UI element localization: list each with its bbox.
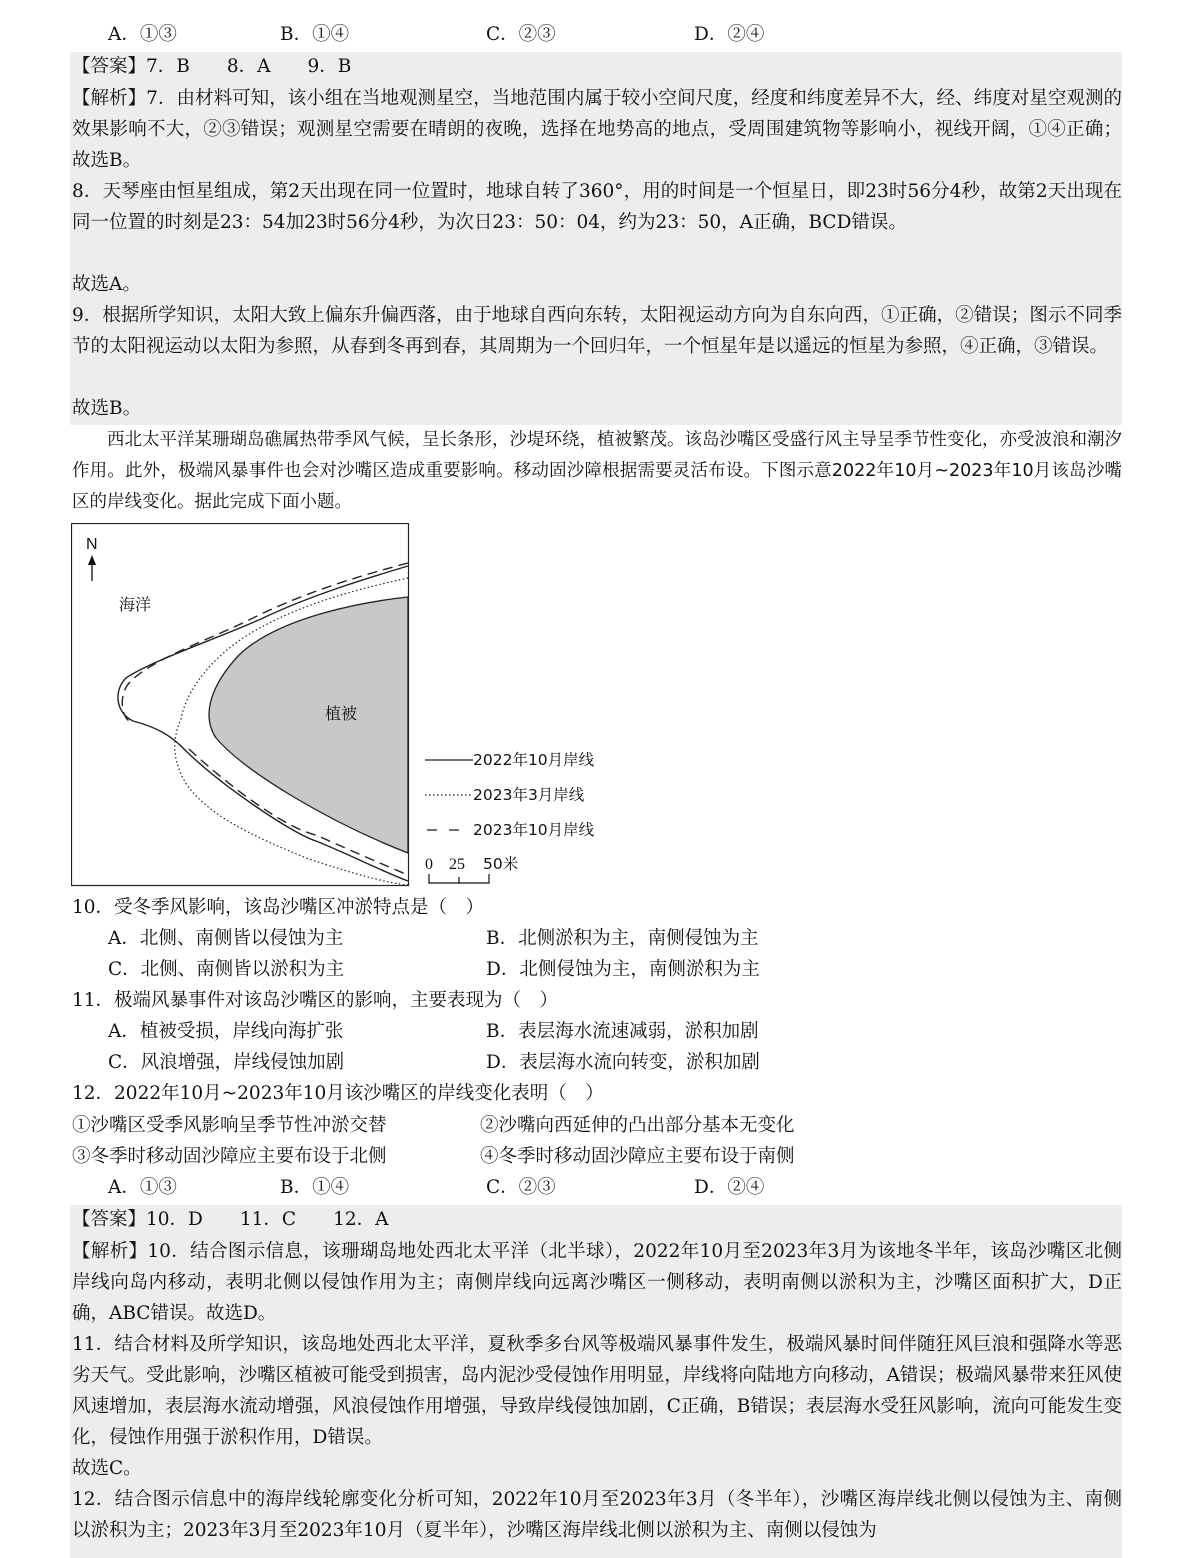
option-b: B．①④ [280, 24, 350, 45]
q12-option-a: A．①③ [108, 1177, 177, 1198]
ocean-label: 海洋 [119, 595, 152, 614]
answer-10-12: 【答案】10．D 11．C 12．A [72, 1209, 389, 1230]
q10-stem: 10．受冬季风影响，该岛沙嘴区冲淤特点是（ ） [72, 897, 485, 918]
q12-option-d: D．②④ [694, 1177, 765, 1198]
scale-tick-25: 25 [449, 856, 465, 873]
analysis-9-conclusion: 故选B。 [72, 398, 142, 419]
analysis-12: 12．结合图示信息中的海岸线轮廓变化分析可知，2022年10月至2023年3月（冬半年），沙嘴区海岸线北侧以侵蚀为主、南侧以淤积为主；2023年3月至2023年10月（夏半年），沙嘴区海岸线北侧以淤积为主、南侧以侵蚀为 [72, 1489, 1122, 1541]
analysis-10: 【解析】10．结合图示信息，该珊瑚岛地处西北太平洋（北半球），2022年10月至2023年3月为该地冬半年，该岛沙嘴区北侧岸线向岛内移动，表明北侧以侵蚀作用为主；南侧岸线向远离沙嘴区一侧移动，表明南侧以淤积为主，沙嘴区面积扩大，D正确，ABC错误。故选D。 [72, 1241, 1122, 1324]
q12-option-b: B．①④ [280, 1177, 350, 1198]
q12-statement-2: ②沙嘴向西延伸的凸出部分基本无变化 [480, 1115, 795, 1136]
material-intro: 西北太平洋某珊瑚岛礁属热带季风气候，呈长条形，沙堤环绕，植被繁茂。该岛沙嘴区受盛行风主导呈季节性变化，亦受波浪和潮汐作用。此外，极端风暴事件也会对沙嘴区造成重要影响。移动固沙障根据需要灵活布设。下图示意2022年10月~2023年10月该岛沙嘴区的岸线变化。据此完成下面小题。 [72, 430, 1122, 512]
option-c: C．②③ [486, 24, 556, 45]
q10-option-c: C．北侧、南侧皆以淤积为主 [108, 959, 345, 980]
q12-stem: 12．2022年10月~2023年10月该沙嘴区的岸线变化表明（ ） [72, 1083, 604, 1104]
legend-2022-10: 2022年10月岸线 [473, 751, 595, 769]
legend-graphic [423, 745, 623, 893]
analysis-9: 9．根据所学知识，太阳大致上偏东升偏西落，由于地球自西向东转，太阳视运动方向为自东向西，①正确，②错误；图示不同季节的太阳视运动以太阳为参照，从春到冬再到春，其周期为一个回归年，一个恒星年是以遥远的恒星为参照，④正确，③错误。 [72, 305, 1122, 357]
q12-option-c: C．②③ [486, 1177, 556, 1198]
q11-option-d: D．表层海水流向转变，淤积加剧 [486, 1052, 760, 1073]
analysis-8-conclusion: 故选A。 [72, 274, 141, 295]
option-d: D．②④ [694, 24, 765, 45]
analysis-11: 11．结合材料及所学知识，该岛地处西北太平洋，夏秋季多台风等极端风暴事件发生，极端风暴时间伴随狂风巨浪和强降水等恶劣天气。受此影响，沙嘴区植被可能受到损害，岛内泥沙受侵蚀作用明显，岸线将向陆地方向移动，A错误；极端风暴带来狂风使风速增加，表层海水流动增强，风浪侵蚀作用增强，导致岸线侵蚀加剧，C正确，B错误；表层海水受狂风影响，流向可能发生变化，侵蚀作用强于淤积作用，D错误。 [72, 1334, 1122, 1448]
q12-statement-1: ①沙嘴区受季风影响呈季节性冲淤交替 [72, 1115, 387, 1136]
spit-map [71, 523, 411, 888]
scale-tick-50: 50米 [483, 855, 519, 873]
q11-option-a: A．植被受损，岸线向海扩张 [108, 1021, 344, 1042]
north-label: N [86, 536, 98, 553]
q10-option-b: B．北侧淤积为主，南侧侵蚀为主 [486, 928, 759, 949]
map-legend [423, 745, 623, 893]
q11-option-b: B．表层海水流速减弱，淤积加剧 [486, 1021, 759, 1042]
scale-tick-0: 0 [425, 856, 433, 873]
q10-option-d: D．北侧侵蚀为主，南侧淤积为主 [486, 959, 760, 980]
vegetation-label: 植被 [325, 704, 358, 723]
answer-7-9: 【答案】7．B 8．A 9．B [72, 56, 352, 77]
q10-option-a: A．北侧、南侧皆以侵蚀为主 [108, 928, 344, 949]
analysis-7: 【解析】7．由材料可知，该小组在当地观测星空，当地范围内属于较小空间尺度，经度和纬度差异不大，经、纬度对星空观测的效果影响不大，②③错误；观测星空需要在晴朗的夜晚，选择在地势高的地点，受周围建筑物等影响小，视线开阔，①④正确；故选B。 [72, 88, 1122, 171]
q11-stem: 11．极端风暴事件对该岛沙嘴区的影响，主要表现为（ ） [72, 990, 559, 1011]
scale-bar [429, 874, 489, 883]
q11-option-c: C．风浪增强，岸线侵蚀加剧 [108, 1052, 345, 1073]
option-a: A．①③ [108, 24, 177, 45]
analysis-11-conclusion: 故选C。 [72, 1458, 142, 1479]
analysis-8: 8．天琴座由恒星组成，第2天出现在同一位置时，地球自转了360°，用的时间是一个恒星日，即23时56分4秒，故第2天出现在同一位置的时刻是23：54加23时56分4秒，为次日23：50：04，约为23：50，A正确，BCD错误。 [72, 181, 1122, 233]
q12-statement-4: ④冬季时移动固沙障应主要布设于南侧 [480, 1146, 795, 1167]
legend-2023-03: 2023年3月岸线 [473, 786, 585, 804]
q12-statement-3: ③冬季时移动固沙障应主要布设于北侧 [72, 1146, 387, 1167]
legend-2023-10: 2023年10月岸线 [473, 821, 595, 839]
figure-spit-shoreline [71, 523, 411, 888]
